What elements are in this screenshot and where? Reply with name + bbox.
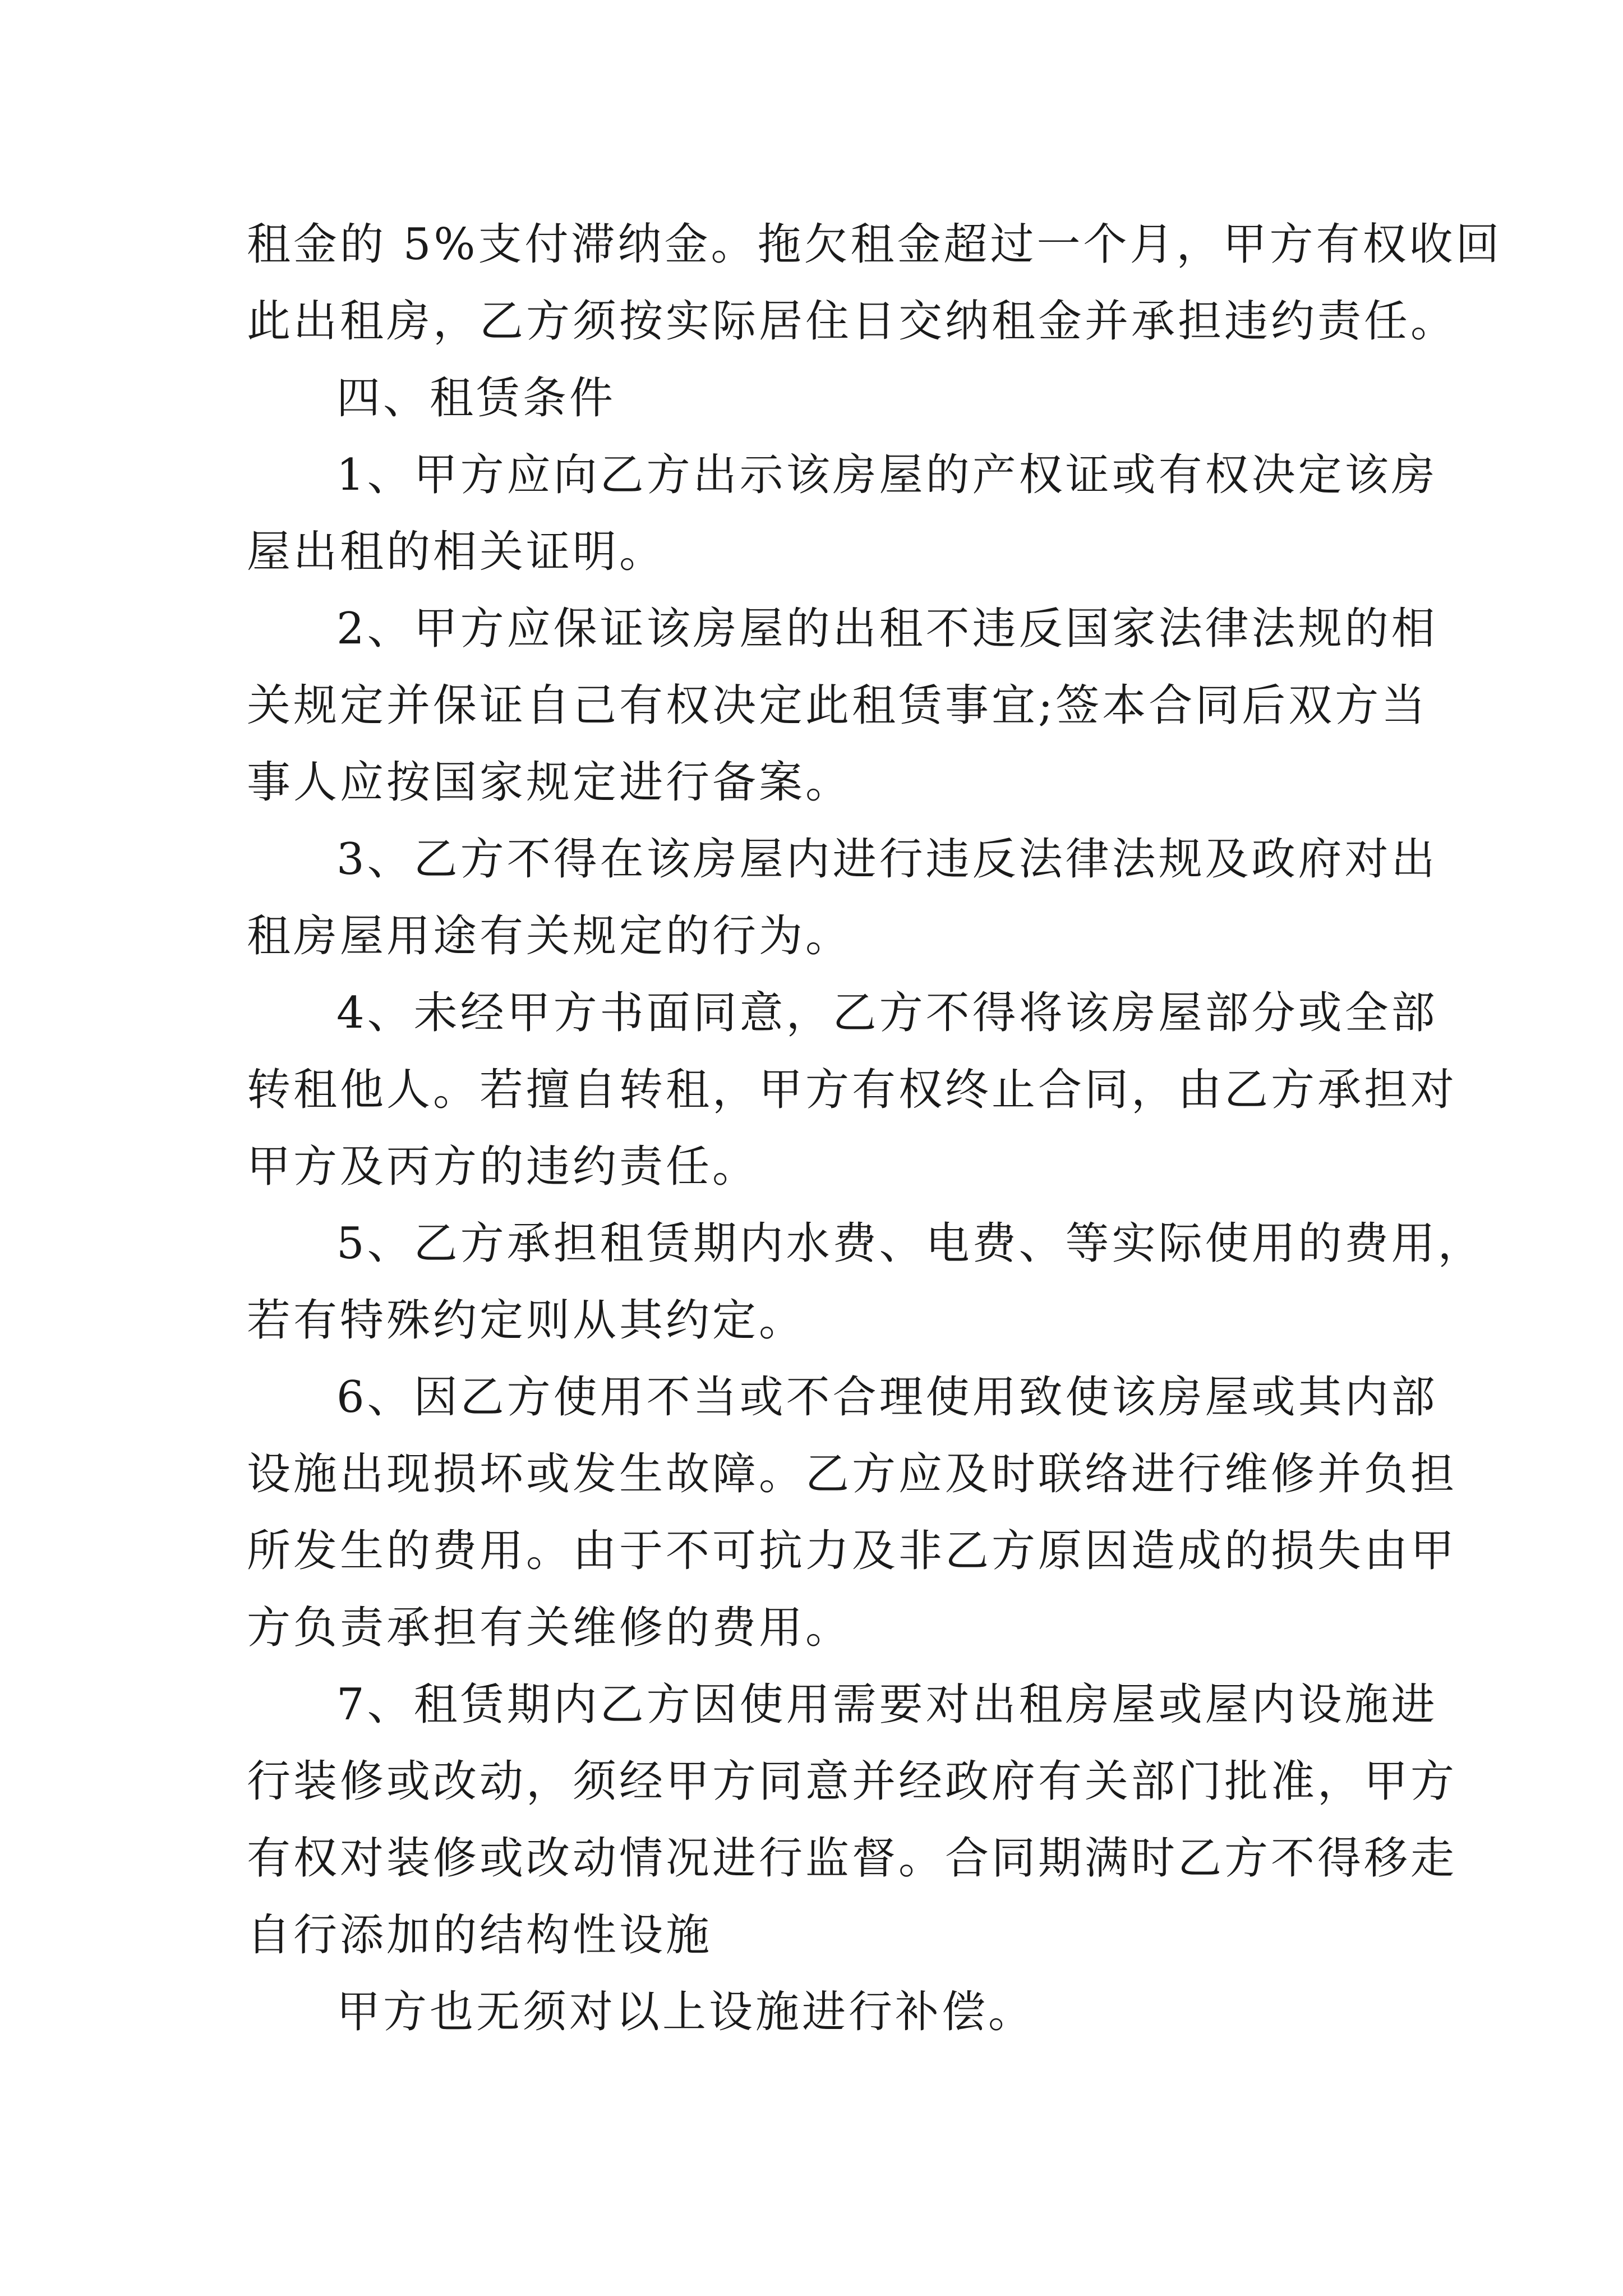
text-line: 3、乙方不得在该房屋内进行违反法律法规及政府对出 xyxy=(336,834,1438,885)
contract-body xyxy=(247,206,1502,2051)
text-line: 租金的 5%支付滞纳金。拖欠租金超过一个月，甲方有权收回 xyxy=(247,219,1502,270)
text-line: 所发生的费用。由于不可抗力及非乙方原因造成的损失由甲 xyxy=(247,1526,1458,1576)
text-line: 屋出租的相关证明。 xyxy=(247,527,666,577)
text-line: 7、租赁期内乙方因使用需要对出租房屋或屋内设施进 xyxy=(336,1680,1438,1730)
text-line: 此出租房，乙方须按实际居住日交纳租金并承担违约责任。 xyxy=(247,296,1458,347)
text-line: 转租他人。若擅自转租，甲方有权终止合同，由乙方承担对 xyxy=(247,1065,1458,1115)
text-line: 甲方也无须对以上设施进行补偿。 xyxy=(336,1987,1035,2037)
text-line: 4、未经甲方书面同意，乙方不得将该房屋部分或全部 xyxy=(336,988,1438,1038)
text-line: 租房屋用途有关规定的行为。 xyxy=(247,911,852,961)
text-line: 事人应按国家规定进行备案。 xyxy=(247,757,852,808)
text-line: 设施出现损坏或发生故障。乙方应及时联络进行维修并负担 xyxy=(247,1449,1458,1499)
text-line: 行装修或改动，须经甲方同意并经政府有关部门批准，甲方 xyxy=(247,1756,1458,1807)
section-heading: 四、租赁条件 xyxy=(336,373,616,424)
text-line: 有权对装修或改动情况进行监督。合同期满时乙方不得移走 xyxy=(247,1833,1458,1884)
text-line: 关规定并保证自己有权决定此租赁事宜;签本合同后双方当 xyxy=(247,680,1428,731)
text-line: 5、乙方承担租赁期内水费、电费、等实际使用的费用， xyxy=(336,1218,1484,1269)
text-line: 甲方及丙方的违约责任。 xyxy=(247,1142,759,1192)
text-line: 2、甲方应保证该房屋的出租不违反国家法律法规的相 xyxy=(336,604,1438,654)
text-line: 若有特殊约定则从其约定。 xyxy=(247,1295,806,1346)
text-line: 自行添加的结构性设施 xyxy=(247,1910,713,1961)
text-line: 6、因乙方使用不当或不合理使用致使该房屋或其内部 xyxy=(336,1372,1438,1423)
text-line: 1、甲方应向乙方出示该房屋的产权证或有权决定该房 xyxy=(336,450,1438,500)
text-line: 方负责承担有关维修的费用。 xyxy=(247,1603,852,1653)
